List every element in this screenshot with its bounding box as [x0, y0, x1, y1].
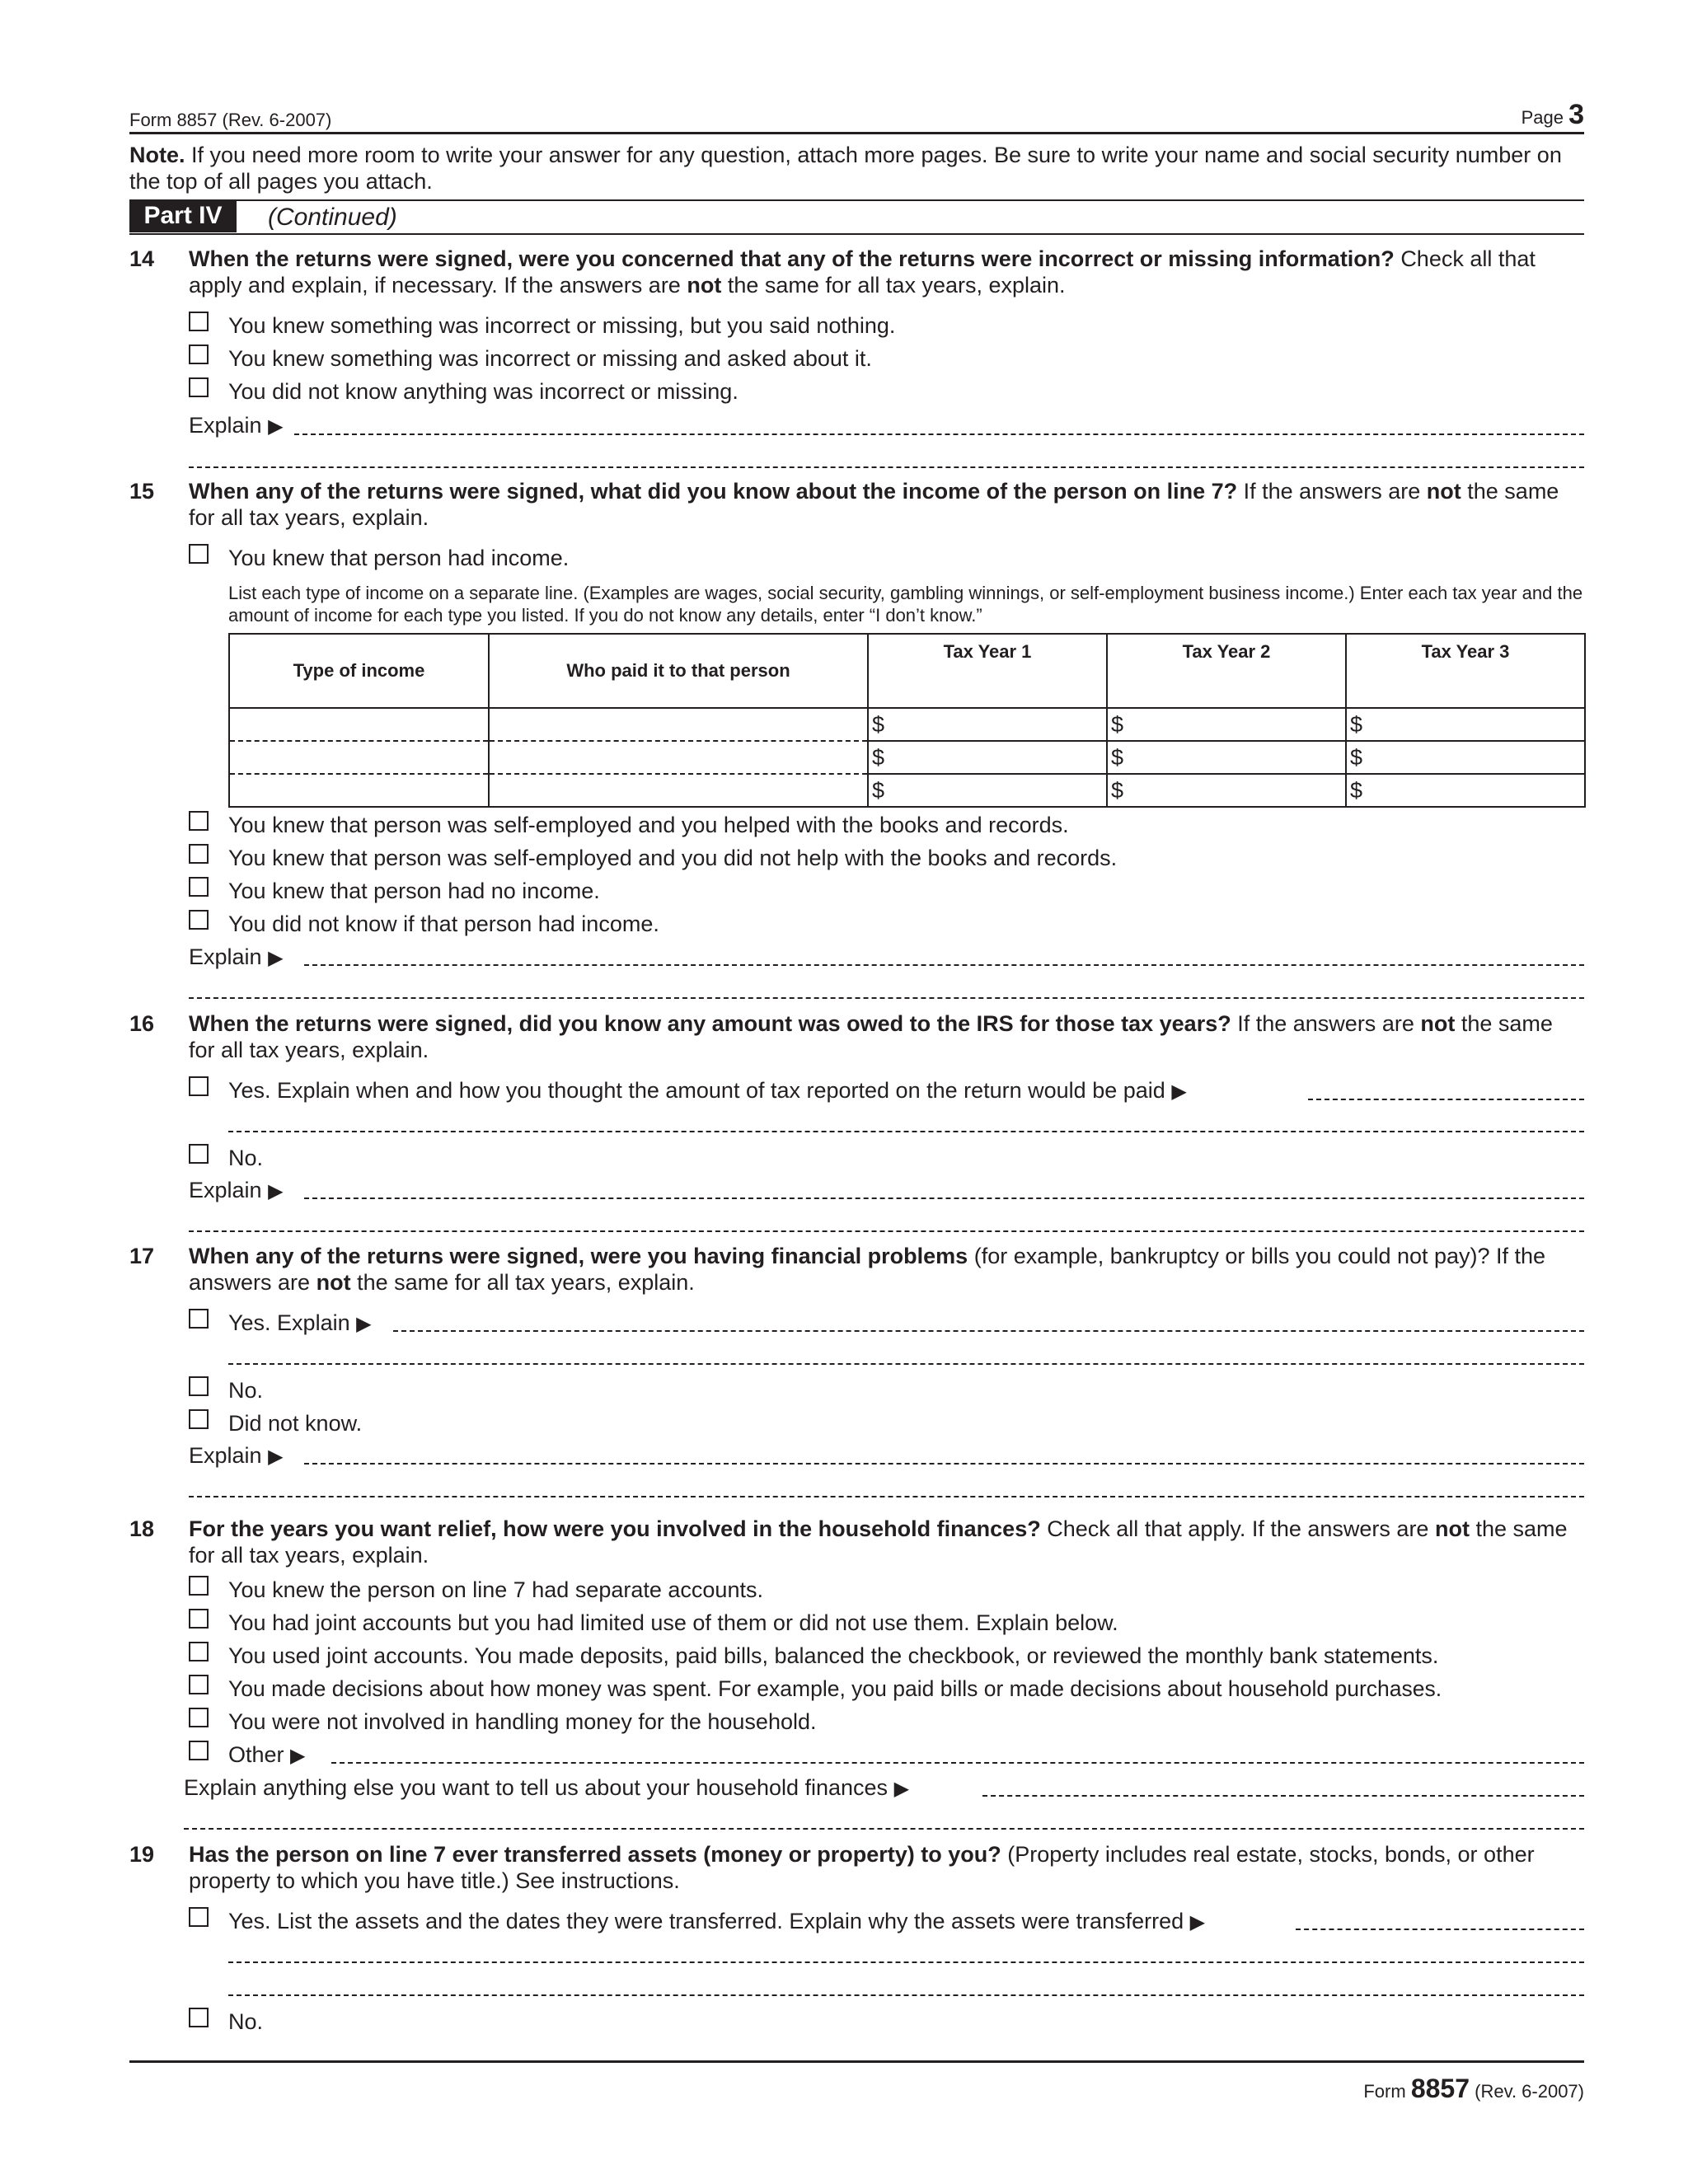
q14-checkbox-1[interactable]: [189, 312, 209, 331]
note-label: Note.: [129, 143, 185, 167]
q15-text: [189, 478, 1584, 531]
q17-checkbox-dont-know[interactable]: [189, 1409, 209, 1429]
q14-number: 14: [129, 246, 155, 271]
q15-rest-a: If the answers are: [1243, 479, 1421, 504]
q15-explain-label: [189, 944, 284, 972]
q16-yes-text: Yes. Explain when and how you thought the amount of tax reported on the return would be paid: [228, 1078, 1165, 1103]
note-text: If you need more room to write your answer for any question, attach more pages. Be sure to write your name and social security number on the top of all pages you attach.: [129, 143, 1562, 194]
q17-yes-line-2[interactable]: [228, 1363, 1584, 1365]
q15-option-income: You knew that person had income.: [228, 546, 570, 570]
q14-explain-label: [189, 412, 284, 440]
q18-rest-a: Check all that apply. If the answers are: [1047, 1516, 1429, 1541]
q16-explain-line-1[interactable]: [304, 1197, 1584, 1199]
q18-checkbox-other[interactable]: [189, 1741, 209, 1760]
q19-checkbox-yes[interactable]: [189, 1907, 209, 1927]
footer-rev: (Rev. 6-2007): [1475, 2081, 1584, 2102]
q17-yes-line-1[interactable]: [393, 1330, 1584, 1332]
income-type-cell[interactable]: [229, 741, 489, 774]
q15-option-2: You knew that person was self-employed and you did not help with the books and records.: [228, 846, 1118, 870]
q14-rest-a: Check all that apply and explain, if necessary. If the answers are: [189, 246, 1536, 298]
q18-text: [189, 1516, 1584, 1568]
col-tax-year-3: Tax Year 3: [1346, 634, 1585, 708]
page-number: 3: [1568, 99, 1584, 130]
q18-explain-else-text: Explain anything else you want to tell us about your household finances: [184, 1775, 889, 1800]
q17-explain-word: Explain: [189, 1443, 262, 1468]
q15-rest-b: the same for all tax years, explain.: [189, 479, 1559, 530]
q15-checkbox-2[interactable]: [189, 844, 209, 864]
q16-not: not: [1420, 1011, 1456, 1036]
q18-option-5: You were not involved in handling money for the household.: [228, 1709, 817, 1734]
q15-explain-line-2[interactable]: [189, 997, 1584, 999]
q19-option-yes: [228, 1908, 1205, 1936]
q14-option-3: You did not know anything was incorrect or missing.: [228, 379, 738, 404]
arrow-right-icon: ▶: [1171, 1080, 1187, 1103]
part-top-rule: [129, 199, 1584, 201]
q16-text: [189, 1010, 1584, 1063]
q17-explain-label: [189, 1442, 284, 1470]
q15-option-1: You knew that person was self-employed and you helped with the books and records.: [228, 813, 1069, 837]
arrow-right-icon: ▶: [268, 1180, 284, 1202]
q18-other-text: Other: [228, 1742, 284, 1767]
q17-option-yes: [228, 1310, 372, 1338]
form-revision: Form 8857 (Rev. 6-2007): [129, 110, 332, 130]
q16-rest-a: If the answers are: [1237, 1011, 1414, 1036]
q16-explain-label: [189, 1177, 284, 1205]
arrow-right-icon: ▶: [268, 415, 284, 438]
q17-checkbox-yes[interactable]: [189, 1309, 209, 1329]
q18-checkbox-2[interactable]: [189, 1609, 209, 1629]
q18-option-other: [228, 1741, 306, 1769]
q18-explain-line-2[interactable]: [184, 1828, 1584, 1830]
q14-bold: When the returns were signed, were you concerned that any of the returns were incorrect or missing information?: [189, 246, 1395, 271]
col-tax-year-2: Tax Year 2: [1107, 634, 1346, 708]
q19-option-no: No.: [228, 2009, 264, 2034]
q19-text: [189, 1841, 1584, 1894]
page-indicator: [1522, 99, 1584, 131]
q16-explain-line-2[interactable]: [189, 1230, 1584, 1232]
q15-option-3: You knew that person had no income.: [228, 879, 600, 903]
dollar-sign: $: [1350, 777, 1363, 803]
income-table: [228, 633, 1586, 808]
q14-option-2: You knew something was incorrect or missing and asked about it.: [228, 346, 872, 371]
q18-not: not: [1434, 1516, 1470, 1541]
q18-checkbox-1[interactable]: [189, 1576, 209, 1596]
q17-checkbox-no[interactable]: [189, 1376, 209, 1396]
q15-checkbox-1[interactable]: [189, 811, 209, 831]
q17-rest-b: the same for all tax years, explain.: [357, 1270, 695, 1295]
q18-option-4: You made decisions about how money was spent. For example, you paid bills or made decisions about household purchases.: [228, 1676, 1442, 1701]
amount-cell[interactable]: [868, 741, 1107, 774]
col-type-of-income: Type of income: [229, 634, 489, 708]
q17-option-no: No.: [228, 1378, 264, 1403]
q19-checkbox-no[interactable]: [189, 2008, 209, 2027]
q17-option-dont-know: Did not know.: [228, 1411, 363, 1436]
payer-cell[interactable]: [489, 708, 868, 741]
q18-number: 18: [129, 1516, 155, 1541]
arrow-right-icon: ▶: [1189, 1911, 1206, 1933]
q17-text: [189, 1243, 1584, 1296]
income-type-cell[interactable]: [229, 774, 489, 807]
arrow-right-icon: ▶: [268, 1446, 284, 1468]
q17-explain-line-1[interactable]: [304, 1463, 1584, 1465]
table-row: [229, 708, 1585, 741]
part-label: Part IV: [129, 199, 237, 232]
q18-checkbox-3[interactable]: [189, 1642, 209, 1661]
q15-checkbox-4[interactable]: [189, 910, 209, 930]
amount-cell[interactable]: [1107, 741, 1346, 774]
table-row: [229, 741, 1585, 774]
q18-other-line[interactable]: [331, 1762, 1584, 1764]
arrow-right-icon: ▶: [290, 1745, 306, 1767]
q14-rest-b: the same for all tax years, explain.: [727, 273, 1066, 298]
q16-option-no: No.: [228, 1146, 264, 1170]
q16-option-yes: [228, 1077, 1187, 1105]
q18-checkbox-4[interactable]: [189, 1675, 209, 1694]
q16-yes-line-2[interactable]: [228, 1131, 1584, 1132]
q18-option-3: You used joint accounts. You made deposits, paid bills, balanced the checkbook, or reviewed the monthly bank statements.: [228, 1643, 1439, 1668]
footer-form-id: [1363, 2074, 1584, 2107]
arrow-right-icon: ▶: [356, 1313, 372, 1335]
dollar-sign: $: [1111, 711, 1124, 737]
dollar-sign: $: [1350, 744, 1363, 770]
q16-bold: When the returns were signed, did you know any amount was owed to the IRS for those tax years?: [189, 1011, 1231, 1036]
dollar-sign: $: [1350, 711, 1363, 737]
q19-number: 19: [129, 1842, 155, 1867]
q15-explain-word: Explain: [189, 944, 262, 969]
q14-text: [189, 246, 1584, 298]
amount-cell[interactable]: [1346, 741, 1585, 774]
header-rule: [129, 132, 1584, 134]
q15-instructions: List each type of income on a separate line. (Examples are wages, social security, gambling winnings, or self-employment business income.) Enter each tax year and the amount of income for each type you listed. If you do not know any details, enter “I don’t know.”: [228, 583, 1583, 626]
q18-rest-b: the same for all tax years, explain.: [189, 1516, 1568, 1568]
page-label: Page: [1521, 107, 1564, 128]
q16-explain-word: Explain: [189, 1178, 262, 1202]
footer-form-number: 8857: [1410, 2074, 1470, 2103]
q19-yes-line-1[interactable]: [1296, 1929, 1584, 1930]
q15-not: not: [1426, 479, 1461, 504]
q17-number: 17: [129, 1244, 155, 1268]
q19-bold: Has the person on line 7 ever transferred assets (money or property) to you?: [189, 1842, 1001, 1867]
q16-checkbox-no[interactable]: [189, 1144, 209, 1164]
q19-yes-line-2[interactable]: [228, 1961, 1584, 1963]
q14-explain-line-2[interactable]: [189, 466, 1584, 468]
q17-yes-text: Yes. Explain: [228, 1310, 350, 1335]
col-tax-year-1: Tax Year 1: [868, 634, 1107, 708]
part-bottom-rule: [129, 233, 1584, 235]
q18-checkbox-5[interactable]: [189, 1708, 209, 1727]
q15-checkbox-3[interactable]: [189, 877, 209, 897]
q15-checkbox-income[interactable]: [189, 544, 209, 564]
q14-explain-word: Explain: [189, 413, 262, 438]
q17-not: not: [316, 1270, 351, 1295]
amount-cell[interactable]: [1346, 708, 1585, 741]
q19-rest: (Property includes real estate, stocks, bonds, or other property to which you have title.) See instructions.: [189, 1842, 1535, 1893]
q14-checkbox-3[interactable]: [189, 377, 209, 397]
q18-explain-line-1[interactable]: [982, 1795, 1584, 1797]
dollar-sign: $: [872, 744, 885, 770]
q18-option-2: You had joint accounts but you had limited use of them or did not use them. Explain below.: [228, 1610, 1118, 1635]
footer-form-word: Form: [1363, 2081, 1406, 2102]
q17-rest-a: (for example, bankruptcy or bills you could not pay)? If the answers are: [189, 1244, 1546, 1295]
payer-cell[interactable]: [489, 774, 868, 807]
q16-rest-b: the same for all tax years, explain.: [189, 1011, 1553, 1062]
payer-cell[interactable]: [489, 741, 868, 774]
dollar-sign: $: [1111, 744, 1124, 770]
amount-cell[interactable]: [868, 708, 1107, 741]
q15-bold: When any of the returns were signed, what did you know about the income of the person on line 7?: [189, 479, 1238, 504]
amount-cell[interactable]: [868, 774, 1107, 807]
amount-cell[interactable]: [1346, 774, 1585, 807]
form-page: [129, 0, 1584, 2184]
col-who-paid: Who paid it to that person: [489, 634, 868, 708]
q16-yes-line-1[interactable]: [1308, 1099, 1584, 1100]
q15-option-4: You did not know if that person had income.: [228, 912, 659, 936]
q18-explain-else-label: [184, 1774, 909, 1802]
dollar-sign: $: [872, 711, 885, 737]
table-row: [229, 774, 1585, 807]
q19-yes-line-3[interactable]: [228, 1994, 1584, 1996]
income-type-cell[interactable]: [229, 708, 489, 741]
q18-option-1: You knew the person on line 7 had separate accounts.: [228, 1577, 763, 1602]
dollar-sign: $: [1111, 777, 1124, 803]
q16-number: 16: [129, 1011, 155, 1036]
q15-explain-line-1[interactable]: [304, 964, 1584, 966]
q15-number: 15: [129, 479, 155, 504]
income-table-header: [229, 634, 1585, 708]
q18-bold: For the years you want relief, how were you involved in the household finances?: [189, 1516, 1041, 1541]
q14-option-1: You knew something was incorrect or missing, but you said nothing.: [228, 313, 896, 338]
q14-not: not: [687, 273, 722, 298]
q14-explain-line-1[interactable]: [294, 434, 1584, 435]
footer-rule: [129, 2060, 1584, 2063]
arrow-right-icon: ▶: [268, 947, 284, 969]
amount-cell[interactable]: [1107, 774, 1346, 807]
dollar-sign: $: [872, 777, 885, 803]
q17-explain-line-2[interactable]: [189, 1496, 1584, 1497]
note: [129, 142, 1584, 194]
q14-checkbox-2[interactable]: [189, 344, 209, 364]
part-subtitle: (Continued): [268, 204, 397, 231]
q17-bold: When any of the returns were signed, were you having financial problems: [189, 1244, 968, 1268]
q16-checkbox-yes[interactable]: [189, 1076, 209, 1096]
q19-yes-text: Yes. List the assets and the dates they were transferred. Explain why the assets were transferred: [228, 1909, 1184, 1933]
arrow-right-icon: ▶: [893, 1778, 910, 1800]
amount-cell[interactable]: [1107, 708, 1346, 741]
